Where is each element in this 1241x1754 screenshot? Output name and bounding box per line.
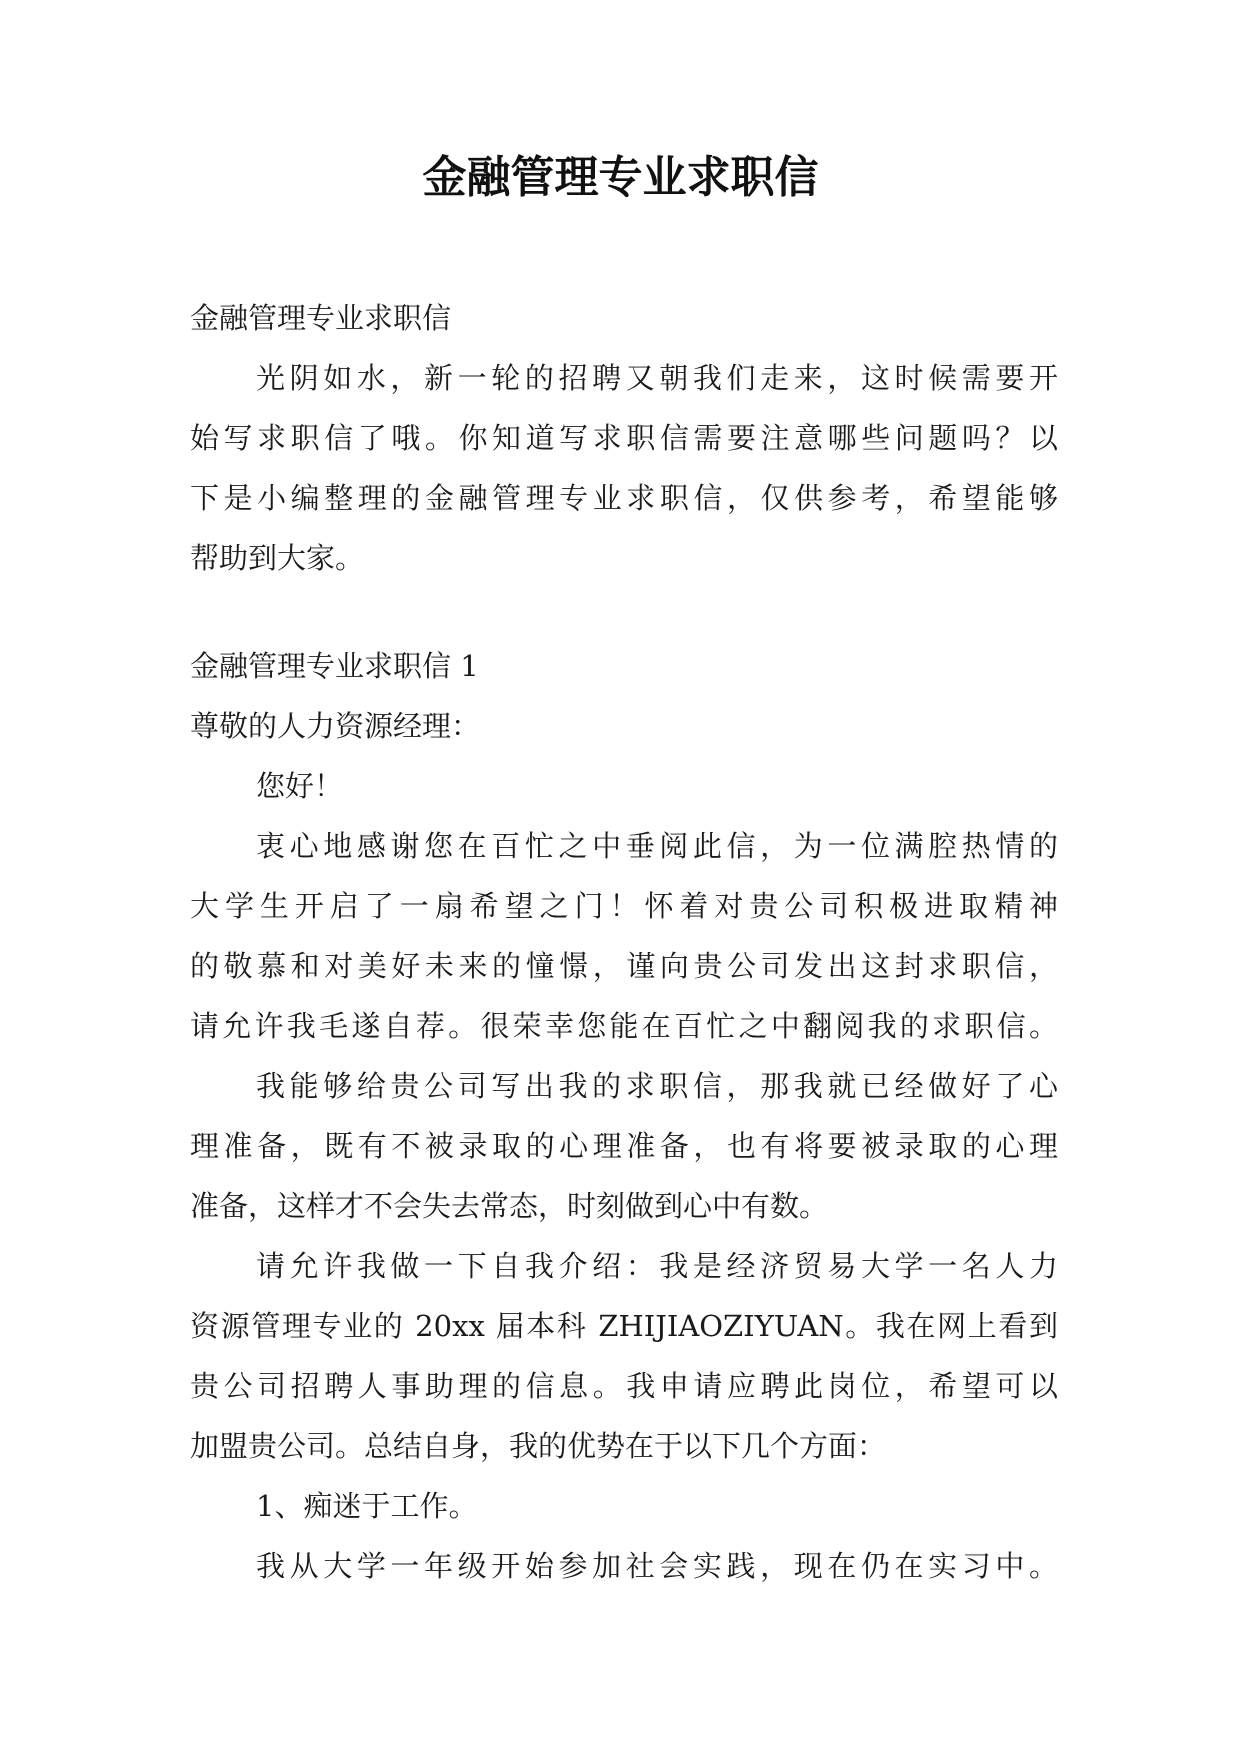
paragraph-line: 理准备，既有不被录取的心理准备，也有将要被录取的心理 <box>190 1129 1058 1163</box>
paragraph-line: 我能够给贵公司写出我的求职信，那我就已经做好了心 <box>256 1069 1058 1103</box>
paragraph-line: 的敬慕和对美好未来的憧憬，谨向贵公司发出这封求职信， <box>190 949 1058 983</box>
paragraph-line: 始写求职信了哦。你知道写求职信需要注意哪些问题吗？以 <box>190 421 1058 455</box>
section-spacer <box>190 588 1058 636</box>
paragraph-line: 帮助到大家。 <box>190 541 365 575</box>
greeting: 您好！ <box>256 769 344 803</box>
paragraph-thanks <box>190 816 1058 1056</box>
paragraph-line: 请允许我做一下自我介绍：我是经济贸易大学一名人力 <box>256 1249 1058 1283</box>
paragraph-line: 衷心地感谢您在百忙之中垂阅此信，为一位满腔热情的 <box>256 829 1058 863</box>
paragraph-line: 准备，这样才不会失去常态，时刻做到心中有数。 <box>190 1189 829 1223</box>
paragraph-line: 光阴如水，新一轮的招聘又朝我们走来，这时候需要开 <box>256 361 1058 395</box>
paragraph-line: 我从大学一年级开始参加社会实践，现在仍在实习中。 <box>256 1549 1058 1583</box>
list-item: 1、痴迷于工作。 <box>256 1489 478 1523</box>
paragraph-practice <box>190 1536 1058 1596</box>
paragraph-line: 大学生开启了一扇希望之门！怀着对贵公司积极进取精神 <box>190 889 1058 923</box>
page-title: 金融管理专业求职信 <box>422 152 819 203</box>
paragraph-line: 资源管理专业的 20xx 届本科 ZHIJIAOZIYUAN。我在网上看到 <box>190 1309 1058 1343</box>
salutation: 尊敬的人力资源经理： <box>190 709 481 743</box>
paragraph-line: 贵公司招聘人事助理的信息。我申请应聘此岗位，希望可以 <box>190 1369 1058 1403</box>
paragraph-line: 下是小编整理的金融管理专业求职信，仅供参考，希望能够 <box>190 481 1058 515</box>
intro-paragraph <box>190 348 1058 588</box>
document-subtitle: 金融管理专业求职信 <box>190 301 452 335</box>
paragraph-line: 加盟贵公司。总结自身，我的优势在于以下几个方面： <box>190 1429 887 1463</box>
paragraph-preparation <box>190 1056 1058 1236</box>
document-body <box>190 288 1058 1596</box>
letter-heading: 金融管理专业求职信 1 <box>190 649 479 683</box>
paragraph-introduction <box>190 1236 1058 1476</box>
paragraph-line: 请允许我毛遂自荐。很荣幸您能在百忙之中翻阅我的求职信。 <box>190 1009 1058 1043</box>
